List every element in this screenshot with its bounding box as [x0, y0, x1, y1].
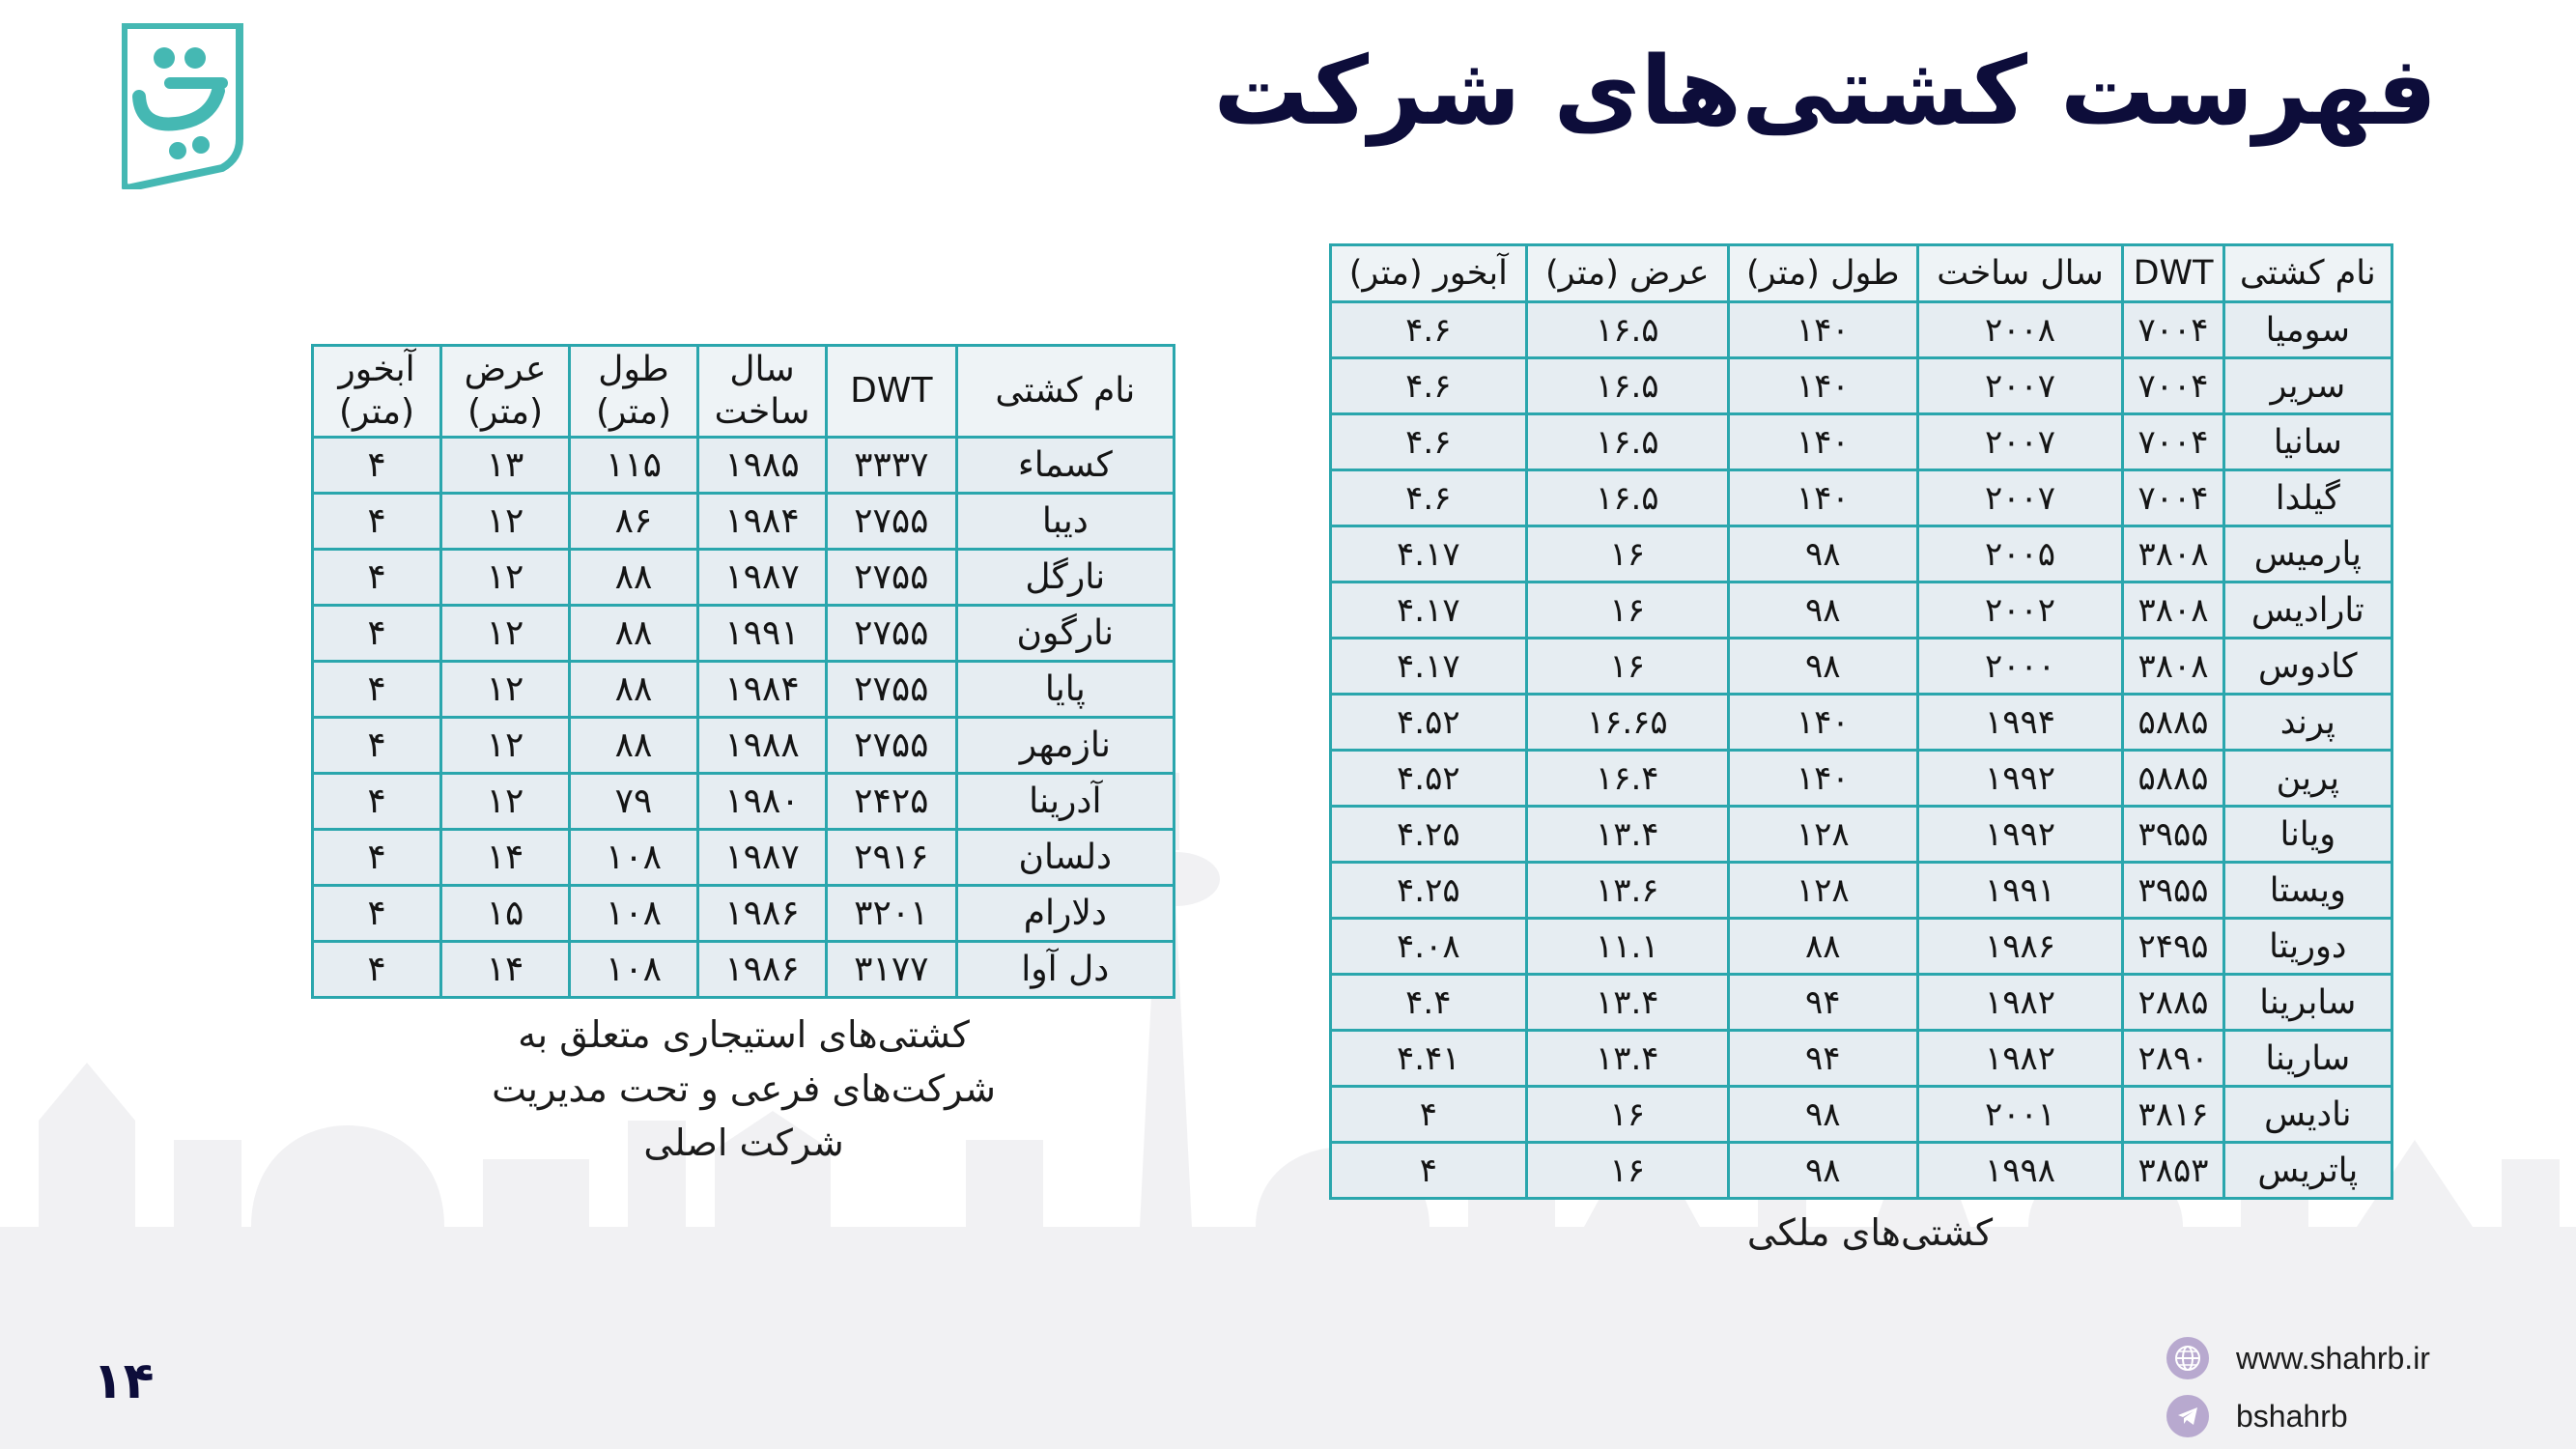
table-cell: ۴	[313, 662, 441, 718]
table-cell: ۴	[313, 438, 441, 494]
table-cell: ۱۶.۵	[1526, 470, 1728, 526]
ship-name-cell: دل آوا	[956, 942, 1174, 998]
ship-name-cell: سابرینا	[2223, 975, 2392, 1031]
table-cell: ۲۷۵۵	[827, 550, 957, 606]
table-cell: ۳۱۷۷	[827, 942, 957, 998]
table-cell: ۲۷۵۵	[827, 494, 957, 550]
table-row	[1331, 582, 2392, 639]
table-row	[1331, 807, 2392, 863]
table-cell: ۱۹۹۱	[698, 606, 827, 662]
telegram-handle[interactable]: bshahrb	[2236, 1398, 2348, 1434]
caption-line: شرکت اصلی	[643, 1122, 844, 1164]
table-cell: ۸۸	[570, 662, 698, 718]
ship-name-cell: نارگون	[956, 606, 1174, 662]
table-cell: ۱۶.۴	[1526, 751, 1728, 807]
column-header: DWT	[2123, 245, 2223, 302]
table-cell: ۲۰۰۷	[1917, 414, 2123, 470]
column-header: سال ساخت	[1917, 245, 2123, 302]
table-cell: ۲۰۰۷	[1917, 470, 2123, 526]
ship-name-cell: دوریتا	[2223, 919, 2392, 975]
table-cell: ۱۹۸۴	[698, 494, 827, 550]
table-cell: ۴.۴	[1331, 975, 1527, 1031]
table-cell: ۱۹۸۲	[1917, 1031, 2123, 1087]
table-cell: ۹۴	[1728, 975, 1917, 1031]
column-header: نام کشتی	[2223, 245, 2392, 302]
ship-name-cell: سومیا	[2223, 302, 2392, 358]
table-cell: ۷۰۰۴	[2123, 470, 2223, 526]
table-row	[313, 830, 1175, 886]
page-number: ۱۴	[93, 1352, 155, 1410]
ship-name-cell: پایا	[956, 662, 1174, 718]
table-cell: ۱۳.۴	[1526, 975, 1728, 1031]
table-cell: ۱۹۸۲	[1917, 975, 2123, 1031]
table-row	[1331, 695, 2392, 751]
table-row	[313, 438, 1175, 494]
table-cell: ۱۹۸۵	[698, 438, 827, 494]
ship-name-cell: کسماء	[956, 438, 1174, 494]
table-cell: ۱۲	[441, 774, 570, 830]
caption-line: شرکت‌های فرعی و تحت مدیریت	[492, 1067, 996, 1110]
table-cell: ۳۸۰۸	[2123, 582, 2223, 639]
table-cell: ۲۰۰۵	[1917, 526, 2123, 582]
table-row	[1331, 639, 2392, 695]
website-link[interactable]: www.shahrb.ir	[2236, 1340, 2430, 1376]
table-cell: ۴	[1331, 1143, 1527, 1199]
column-header: طول (متر)	[570, 346, 698, 438]
ship-name-cell: سریر	[2223, 358, 2392, 414]
table-cell: ۱۴۰	[1728, 358, 1917, 414]
ship-name-cell: سانیا	[2223, 414, 2392, 470]
table-row	[313, 942, 1175, 998]
table-cell: ۱۶	[1526, 639, 1728, 695]
table-cell: ۲۰۰۲	[1917, 582, 2123, 639]
ship-name-cell: نادیس	[2223, 1087, 2392, 1143]
table-cell: ۷۰۰۴	[2123, 358, 2223, 414]
table-cell: ۴	[313, 886, 441, 942]
company-logo	[122, 23, 243, 189]
table-cell: ۸۸	[570, 718, 698, 774]
ship-name-cell: گیلدا	[2223, 470, 2392, 526]
table-cell: ۸۸	[1728, 919, 1917, 975]
table-cell: ۷۰۰۴	[2123, 302, 2223, 358]
table-row	[1331, 919, 2392, 975]
table-row	[313, 774, 1175, 830]
table-cell: ۲۸۸۵	[2123, 975, 2223, 1031]
ship-name-cell: نارگل	[956, 550, 1174, 606]
table-cell: ۲۰۰۸	[1917, 302, 2123, 358]
footer-website[interactable]	[2166, 1337, 2430, 1379]
footer-telegram[interactable]	[2166, 1395, 2348, 1437]
table-cell: ۱۳	[441, 438, 570, 494]
table-cell: ۳۹۵۵	[2123, 807, 2223, 863]
table-cell: ۲۴۲۵	[827, 774, 957, 830]
table-cell: ۱۲	[441, 550, 570, 606]
leased-ships-table	[311, 344, 1175, 999]
table-cell: ۱۶	[1526, 582, 1728, 639]
table-header-row	[1331, 245, 2392, 302]
table-cell: ۴	[313, 550, 441, 606]
table-cell: ۴.۶	[1331, 302, 1527, 358]
table-cell: ۱۲	[441, 662, 570, 718]
table-row	[1331, 526, 2392, 582]
table-cell: ۳۸۰۸	[2123, 526, 2223, 582]
table-cell: ۱۶.۵	[1526, 358, 1728, 414]
table-cell: ۱۳.۴	[1526, 807, 1728, 863]
table-cell: ۹۸	[1728, 582, 1917, 639]
table-row	[313, 550, 1175, 606]
column-header: سال ساخت	[698, 346, 827, 438]
ship-name-cell: سارینا	[2223, 1031, 2392, 1087]
table-cell: ۱۴۰	[1728, 470, 1917, 526]
table-cell: ۲۷۵۵	[827, 662, 957, 718]
table-cell: ۴.۱۷	[1331, 526, 1527, 582]
globe-icon	[2166, 1337, 2209, 1379]
table-cell: ۱۹۹۲	[1917, 751, 2123, 807]
table-cell: ۴.۲۵	[1331, 863, 1527, 919]
ship-name-cell: آدرینا	[956, 774, 1174, 830]
column-header: نام کشتی	[956, 346, 1174, 438]
table-cell: ۵۸۸۵	[2123, 695, 2223, 751]
table-cell: ۱۹۸۸	[698, 718, 827, 774]
table-cell: ۴	[313, 774, 441, 830]
ship-name-cell: پرند	[2223, 695, 2392, 751]
table-row	[313, 662, 1175, 718]
table-cell: ۱۴۰	[1728, 414, 1917, 470]
table-cell: ۹۸	[1728, 639, 1917, 695]
table-row	[1331, 302, 2392, 358]
table-row	[1331, 751, 2392, 807]
column-header: عرض (متر)	[1526, 245, 1728, 302]
table-cell: ۱۹۸۷	[698, 550, 827, 606]
table-cell: ۱۲۸	[1728, 863, 1917, 919]
table-cell: ۴	[313, 494, 441, 550]
table-cell: ۱۶	[1526, 1087, 1728, 1143]
table-row	[1331, 1143, 2392, 1199]
table-cell: ۱۵	[441, 886, 570, 942]
table-cell: ۱۹۸۴	[698, 662, 827, 718]
table-cell: ۱۹۸۶	[1917, 919, 2123, 975]
table-cell: ۱۲	[441, 606, 570, 662]
table-cell: ۱۳.۶	[1526, 863, 1728, 919]
ship-name-cell: پاتریس	[2223, 1143, 2392, 1199]
owned-ships-table	[1329, 243, 2393, 1200]
table-cell: ۴.۱۷	[1331, 639, 1527, 695]
table-cell: ۱۶.۶۵	[1526, 695, 1728, 751]
table-cell: ۱۰۸	[570, 830, 698, 886]
table-cell: ۴	[1331, 1087, 1527, 1143]
column-header: آبخور (متر)	[313, 346, 441, 438]
table-row	[313, 886, 1175, 942]
ship-name-cell: کادوس	[2223, 639, 2392, 695]
table-cell: ۱۳.۴	[1526, 1031, 1728, 1087]
table-row	[313, 606, 1175, 662]
table-cell: ۳۸۵۳	[2123, 1143, 2223, 1199]
table-cell: ۴.۵۲	[1331, 695, 1527, 751]
table-cell: ۷۹	[570, 774, 698, 830]
ship-name-cell: تارادیس	[2223, 582, 2392, 639]
table-cell: ۴	[313, 942, 441, 998]
table-cell: ۱۹۹۸	[1917, 1143, 2123, 1199]
table-cell: ۳۹۵۵	[2123, 863, 2223, 919]
table-cell: ۴.۶	[1331, 470, 1527, 526]
table-cell: ۸۶	[570, 494, 698, 550]
table-cell: ۹۸	[1728, 1087, 1917, 1143]
column-header: عرض (متر)	[441, 346, 570, 438]
table-cell: ۳۸۰۸	[2123, 639, 2223, 695]
page-title: فهرست کشتی‌های شرکت	[1213, 37, 2437, 147]
table-cell: ۲۷۵۵	[827, 718, 957, 774]
table-row	[1331, 975, 2392, 1031]
table-cell: ۱۰۸	[570, 886, 698, 942]
table-cell: ۹۸	[1728, 526, 1917, 582]
table-cell: ۱۹۸۰	[698, 774, 827, 830]
table-cell: ۱۹۹۱	[1917, 863, 2123, 919]
table-cell: ۲۸۹۰	[2123, 1031, 2223, 1087]
table-cell: ۱۶	[1526, 1143, 1728, 1199]
table-cell: ۱۱۵	[570, 438, 698, 494]
table-row	[313, 718, 1175, 774]
table-cell: ۴.۰۸	[1331, 919, 1527, 975]
ship-name-cell: پارمیس	[2223, 526, 2392, 582]
table-cell: ۱۴	[441, 830, 570, 886]
telegram-icon	[2166, 1395, 2209, 1437]
table-cell: ۴.۱۷	[1331, 582, 1527, 639]
table-row	[1331, 470, 2392, 526]
table-cell: ۲۹۱۶	[827, 830, 957, 886]
table-cell: ۱۹۸۷	[698, 830, 827, 886]
ship-name-cell: نازمهر	[956, 718, 1174, 774]
table-cell: ۴.۴۱	[1331, 1031, 1527, 1087]
table-cell: ۳۲۰۱	[827, 886, 957, 942]
table-cell: ۱۹۹۲	[1917, 807, 2123, 863]
table-cell: ۷۰۰۴	[2123, 414, 2223, 470]
table-cell: ۳۸۱۶	[2123, 1087, 2223, 1143]
table-cell: ۱۲	[441, 494, 570, 550]
table-cell: ۱۱.۱	[1526, 919, 1728, 975]
table-cell: ۱۲	[441, 718, 570, 774]
table-cell: ۴	[313, 830, 441, 886]
table-cell: ۳۳۳۷	[827, 438, 957, 494]
ship-name-cell: دیبا	[956, 494, 1174, 550]
owned-table-caption: کشتی‌های ملکی	[1746, 1211, 1994, 1254]
table-cell: ۱۰۸	[570, 942, 698, 998]
table-cell: ۱۲۸	[1728, 807, 1917, 863]
table-cell: ۱۹۹۴	[1917, 695, 2123, 751]
table-cell: ۱۴	[441, 942, 570, 998]
table-row	[1331, 863, 2392, 919]
column-header: آبخور (متر)	[1331, 245, 1527, 302]
table-cell: ۸۸	[570, 606, 698, 662]
ship-name-cell: پرین	[2223, 751, 2392, 807]
table-cell: ۴.۶	[1331, 358, 1527, 414]
table-cell: ۴	[313, 718, 441, 774]
table-cell: ۴.۵۲	[1331, 751, 1527, 807]
column-header: DWT	[827, 346, 957, 438]
table-cell: ۱۹۸۶	[698, 886, 827, 942]
table-cell: ۱۴۰	[1728, 302, 1917, 358]
table-row	[1331, 1031, 2392, 1087]
table-cell: ۱۴۰	[1728, 751, 1917, 807]
table-cell: ۴.۲۵	[1331, 807, 1527, 863]
table-cell: ۲۰۰۰	[1917, 639, 2123, 695]
table-cell: ۱۶	[1526, 526, 1728, 582]
table-cell: ۲۰۰۷	[1917, 358, 2123, 414]
table-cell: ۲۰۰۱	[1917, 1087, 2123, 1143]
leased-table-caption	[444, 1008, 1043, 1170]
table-cell: ۴.۶	[1331, 414, 1527, 470]
table-row	[1331, 1087, 2392, 1143]
table-cell: ۱۹۸۶	[698, 942, 827, 998]
table-cell: ۸۸	[570, 550, 698, 606]
table-cell: ۹۴	[1728, 1031, 1917, 1087]
table-row	[313, 494, 1175, 550]
table-cell: ۵۸۸۵	[2123, 751, 2223, 807]
ship-name-cell: ویستا	[2223, 863, 2392, 919]
table-row	[1331, 414, 2392, 470]
table-cell: ۲۴۹۵	[2123, 919, 2223, 975]
ship-name-cell: دلارام	[956, 886, 1174, 942]
ship-name-cell: ویانا	[2223, 807, 2392, 863]
table-cell: ۱۶.۵	[1526, 414, 1728, 470]
table-header-row	[313, 346, 1175, 438]
caption-line: کشتی‌های استیجاری متعلق به	[518, 1013, 970, 1056]
table-cell: ۱۶.۵	[1526, 302, 1728, 358]
table-cell: ۱۴۰	[1728, 695, 1917, 751]
table-cell: ۲۷۵۵	[827, 606, 957, 662]
column-header: طول (متر)	[1728, 245, 1917, 302]
table-cell: ۴	[313, 606, 441, 662]
table-row	[1331, 358, 2392, 414]
table-cell: ۹۸	[1728, 1143, 1917, 1199]
ship-name-cell: دلسان	[956, 830, 1174, 886]
